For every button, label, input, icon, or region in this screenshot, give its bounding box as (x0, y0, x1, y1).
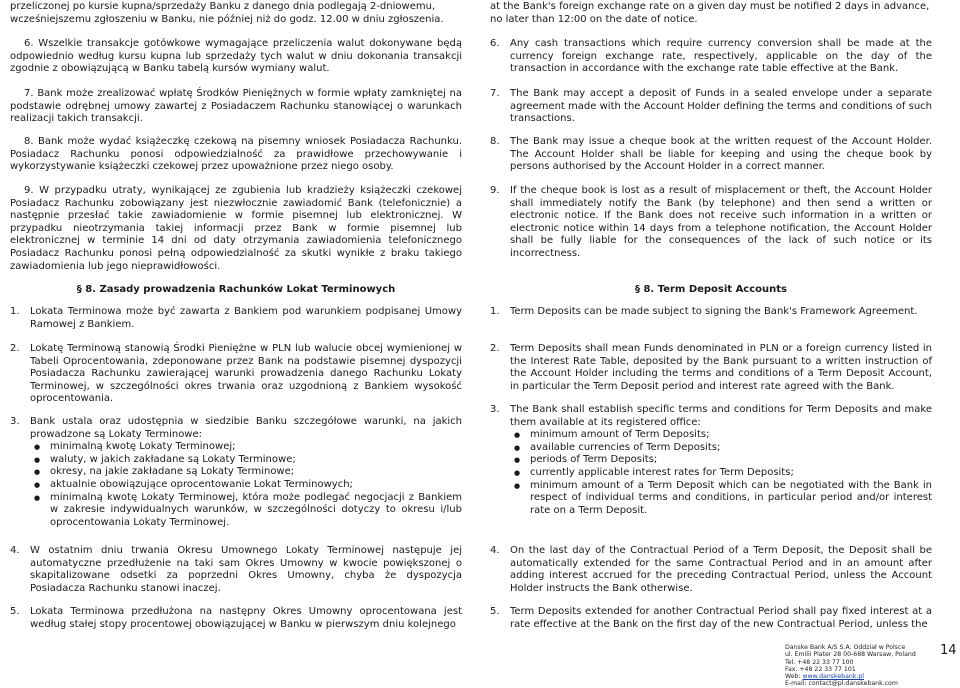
list-item: ● available currencies of Term Deposits; (510, 442, 932, 455)
list-item: ● waluty, w jakich zakładane są Lokaty Terminowe; (30, 454, 462, 467)
en-paragraph-8: 8. The Bank may issue a cheque book at the written request of the Account Holder. The Account Holder shall be liable for keeping and using the cheque book by persons authorised by the Account Holder in a correct manner. (490, 136, 932, 173)
list-item: ● aktualnie obowiązujące oprocentowanie Lokat Terminowych; (30, 479, 462, 492)
list-item: ● currently applicable interest rates for Term Deposits; (510, 467, 932, 480)
footer-web: Web: www.danskebank.pl (785, 673, 864, 681)
en-item-1: 1. Term Deposits can be made subject to signing the Bank's Framework Agreement. (490, 306, 918, 317)
list-item: ● minimum amount of a Term Deposit which can be negotiated with the Bank in respect of individual terms and conditions, in particular period and/or interest rate on a Term Deposit. (510, 480, 932, 518)
pl-paragraph-7: 7. Bank może zrealizować wpłatę Środków Pieniężnych w formie wpłaty zamkniętej na podstawie odrębnej umowy zawartej z Posiadaczem Rachunku stanowiącej o warunkach realizacji takich transakcji. (10, 88, 462, 125)
en-item-2: 2. Term Deposits shall mean Funds denominated in PLN or a foreign currency listed in the Interest Rate Table, deposited by the Bank pursuant to a written instruction of the Account Holder including the terms and conditions of a Term Deposit Account, in particular the Term Deposit period and interest rate agreed with the Bank. (490, 343, 932, 392)
footer-bank-name: Danske Bank A/S S.A. Oddział w Polsce (785, 644, 906, 651)
en-item-4: 4. On the last day of the Contractual Period of a Term Deposit, the Deposit shall be automatically extended for the same Contractual Period and in an amount after adding interest accrued for the preceding Contractual Period, unless the Account Holder instructs the Bank otherwise. (490, 545, 932, 594)
pl-item-3: 3. Bank ustala oraz udostępnia w siedzibie Banku szczegółowe warunki, na jakich prowadzone są Lokaty Terminowe: ● minimalną kwotę Lokaty Terminowej; ● waluty, w jakich zakładane są Lokaty Terminowe; ● okresy, na jakie zakładane są Lokaty Terminowe; ● aktualnie obowiązujące oprocentowanie Lokat Terminowych; ● minimalną kwotę Lokaty Terminowej, która może podlegać negocjacji z Bankiem w zakresie indywidualnych warunków, w szczególności dotyczy to okresu i/lub oprocentowania Lokaty Terminowej. (10, 416, 462, 529)
list-item: ● okresy, na jakie zakładane są Lokaty Terminowe; (30, 466, 462, 479)
pl-item-5: 5. Lokata Terminowa przedłużona na następny Okres Umowny oprocentowana jest według stałej stopy procentowej obowiązującej w Banku w pierwszym dniu kolejnego (10, 606, 462, 630)
pl-item-3-bullets (30, 441, 462, 529)
en-section-heading: § 8. Term Deposit Accounts (634, 284, 788, 295)
en-paragraph-6: 6. Any cash transactions which require currency conversion shall be made at the currency foreign exchange rate, respectively, applicable on the day of the transaction in accordance with the exchange rate table effective at the Bank. (490, 38, 932, 75)
en-paragraph-9: 9. If the cheque book is lost as a result of misplacement or theft, the Account Holder shall immediately notify the Bank (by telephone) and then send a written or electronic notice. If the Bank does not receive such information in a written or electronic notice within 14 days from a telephone notification, the Account Holder shall be fully liable for the consequences of the lack of such notice or its incorrectness. (490, 185, 932, 259)
pl-num-6: 6. (24, 38, 34, 49)
en-item-5: 5. Term Deposits extended for another Contractual Period shall pay fixed interest at a rate effective at the Bank on the first day of the new Contractual Period, unless the (490, 606, 932, 630)
pl-item-2: 2. Lokatę Terminową stanowią Środki Pieniężne w PLN lub walucie obcej wymienionej w Tabeli Oprocentowania, zdeponowane przez Bank na podstawie pisemnej dyspozycji Posiadacza Rachunku zawierającej warunki prowadzenia danego Rachunku Lokaty Terminowej, w szczególności okres trwania oraz uzgodnioną z Bankiem wysokość oprocentowania. (10, 343, 462, 405)
footer-phone: Tel. +48 22 33 77 100 (785, 658, 854, 666)
footer-fax: Fax. +48 22 33 77 101 (785, 665, 856, 673)
pl-paragraph-9: 9. W przypadku utraty, wynikającej ze zgubienia lub kradzieży książeczki czekowej Posiadacz Rachunku zobowiązany jest niezwłocznie zawiadomić Bank (telefonicznie) a następnie przesłać takie zawiadomienie w formie pisemnej lub elektronicznej. W przypadku nieotrzymania takiej informacji przez Bank w formie pisemnej lub elektronicznej w terminie 14 dni od daty otrzymania zawiadomienia telefonicznego Posiadacz Rachunku ponosi pełną odpowiedzialność za skutki wynikłe z braku takiego zawiadomienia lub jego nieprawidłowości. (10, 185, 462, 272)
en-item-3: 3. The Bank shall establish specific terms and conditions for Term Deposits and make them available at its registered office: ● minimum amount of Term Deposits; ● available currencies of Term Deposits; ● periods of Term Deposits; ● currently applicable interest rates for Term Deposits; ● minimum amount of a Term Deposit which can be negotiated with the Bank in respect of individual terms and conditions, in particular period and/or interest rate on a Term Deposit. (490, 404, 932, 517)
pl-item-1: 1. Lokata Terminowa może być zawarta z Bankiem pod warunkiem podpisanej Umowy Ramowej z Bankiem. (10, 306, 462, 330)
list-item: ● periods of Term Deposits; (510, 454, 932, 467)
en-paragraph-7: 7. The Bank may accept a deposit of Funds in a sealed envelope under a separate agreement made with the Account Holder defining the terms and conditions of such transactions. (490, 88, 932, 125)
bank-footer (785, 644, 916, 688)
en-continued-text: at the Bank's foreign exchange rate on a given day must be notified 2 days in advance, no later than 12:00 on the date of notice. (490, 1, 930, 25)
pl-continued-text: przeliczonej po kursie kupna/sprzedaży Banku z danego dnia podlegają 2-dniowemu, wcześniejszemu zgłoszeniu w Banku, nie później niż do godz. 12.00 w dniu zgłoszenia. (10, 1, 444, 25)
list-item: ● minimalną kwotę Lokaty Terminowej, która może podlegać negocjacji z Bankiem w zakresie indywidualnych warunków, w szczególności dotyczy to okresu i/lub oprocentowania Lokaty Terminowej. (30, 492, 462, 530)
footer-email: E-mail: contact@pl.danskebank.com (785, 680, 898, 688)
list-item: ● minimalną kwotę Lokaty Terminowej; (30, 441, 462, 454)
en-item-3-bullets (510, 429, 932, 517)
pl-section-heading: § 8. Zasady prowadzenia Rachunków Lokat Terminowych (76, 284, 396, 295)
list-item: ● minimum amount of Term Deposits; (510, 429, 932, 442)
pl-paragraph-6: 6. Wszelkie transakcje gotówkowe wymagające przeliczenia walut dokonywane będą odpowiednio według kursu kupna lub sprzedaży tych walut w dniu dokonania transakcji zgodnie z obowiązującą w Banku tabelą kursów wymiany walut. (10, 38, 462, 75)
pl-paragraph-8: 8. Bank może wydać książeczkę czekową na pisemny wniosek Posiadacza Rachunku. Posiadacz Rachunku ponosi odpowiedzialność za prawidłowe przechowywanie i wykorzystywanie książeczki czekowej przez upoważnione przez niego osoby. (10, 136, 462, 173)
footer-address: ul. Emilii Plater 28 00-688 Warsaw, Poland (785, 651, 916, 659)
website-link[interactable]: www.danskebank.pl (802, 673, 864, 681)
pl-item-4: 4. W ostatnim dniu trwania Okresu Umownego Lokaty Terminowej następuje jej automatyczne przedłużenie na taki sam Okres Umowny w kwocie powiększonej o skapitalizowane odsetki za poprzedni Okres Umowny, chyba że dyspozycja Posiadacza Rachunku stanowi inaczej. (10, 545, 462, 594)
page-number: 14 (940, 643, 957, 658)
